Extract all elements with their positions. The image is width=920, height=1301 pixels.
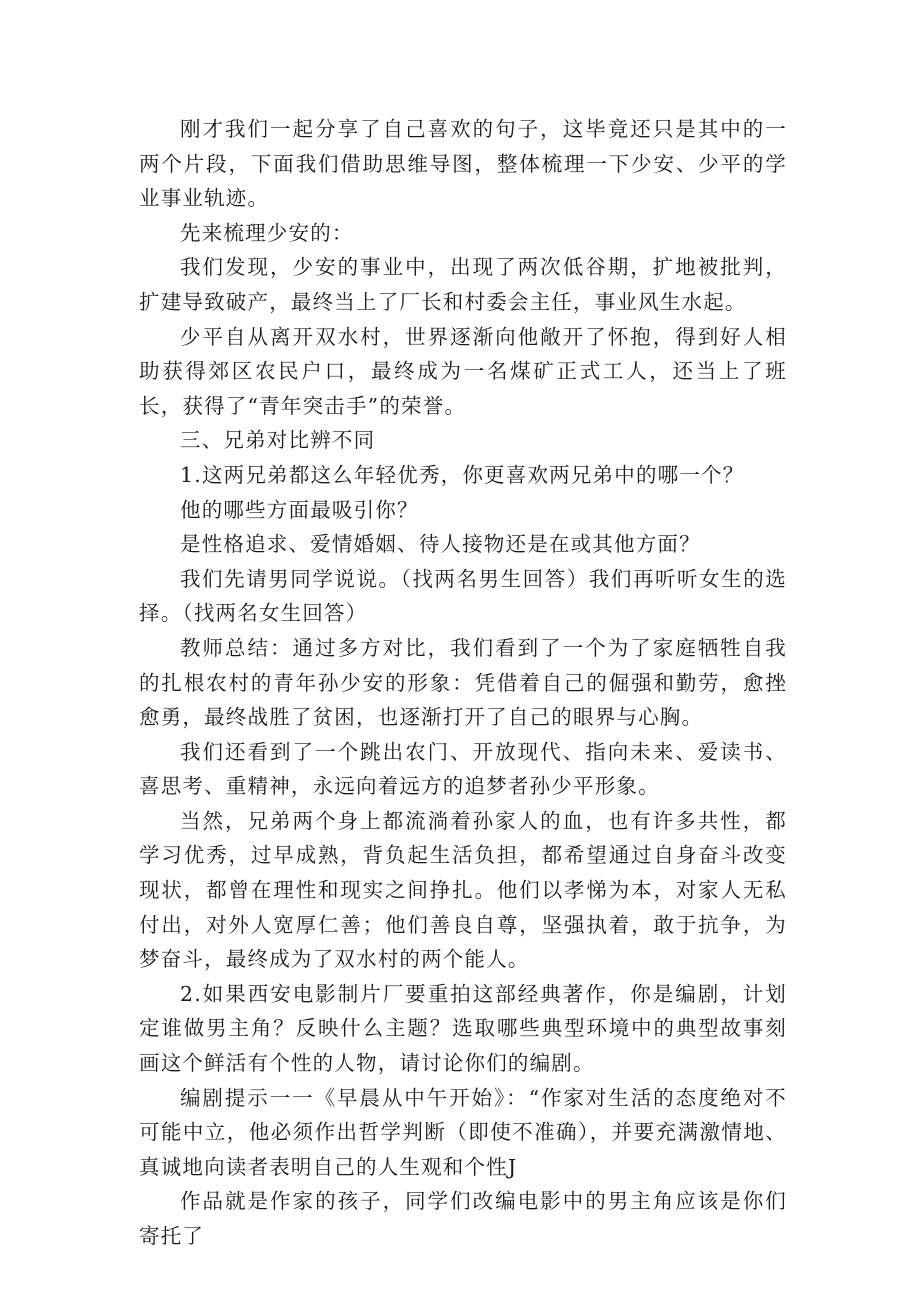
paragraph-intro: 刚才我们一起分享了自己喜欢的句子，这毕竟还只是其中的一两个片段，下面我们借助思维导图，整体梳理一下少安、少平的学业事业轨迹。 [139,117,787,211]
question-1: 1.这两兄弟都这么年轻优秀，你更喜欢两兄弟中的哪一个？ [180,462,745,487]
paragraph-closing: 作品就是作家的孩子，同学们改编电影中的男主角应该是你们寄托了 [139,1189,787,1248]
question-1-followup: 他的哪些方面最吸引你？ [180,497,419,522]
paragraph-screenwriting-hint: 编剧提示一一《早晨从中午开始》：“作家对生活的态度绝对不可能中立，他必须作出哲学判断（即使不准确），并要充满激情地、真诚地向读者表明自己的人生观和个性J [139,1085,787,1179]
paragraph-shaoan-career: 我们发现，少安的事业中，出现了两次低谷期，扩地被批判，扩建导致破产，最终当上了厂长和村委会主任，事业风生水起。 [139,255,787,314]
section-heading-compare: 三、兄弟对比辨不同 [180,428,376,453]
paragraph-shaoping-career: 少平自从离开双水村，世界逐渐向他敞开了怀抱，得到好人相助获得郊区农民户口，最终成为一名煤矿正式工人，还当上了班长，获得了“青年突击手”的荣誉。 [139,324,787,418]
paragraph-student-answers: 我们先请男同学说说。（找两名男生回答）我们再听听女生的选择。（找两名女生回答） [139,566,787,626]
paragraph-common-traits: 当然，兄弟两个身上都流淌着孙家人的血，也有许多共性，都学习优秀，过早成熟，背负起生活负担，都希望通过自身奋斗改变现状，都曾在理性和现实之间挣扎。他们以孝悌为本，对家人无私付出，对外人宽厚仁善；他们善良自尊，坚强执着，敢于抗争，为梦奋斗，最终成为了双水村的两个能人。 [139,808,787,972]
document-body [139,112,787,1254]
paragraph-shaoping-image: 我们还看到了一个跳出农门、开放现代、指向未来、爱读书、喜思考、重精神，永远向着远方的追梦者孙少平形象。 [139,739,787,799]
paragraph-teacher-summary: 教师总结：通过多方对比，我们看到了一个为了家庭牺牲自我的扎根农村的青年孙少安的形象：凭借着自己的倔强和勤劳，愈挫愈勇，最终战胜了贫困，也逐渐打开了自己的眼界与心胸。 [139,635,787,730]
question-1-aspects: 是性格追求、爱情婚姻、待人接物还是在或其他方面？ [180,532,701,557]
paragraph-shaoan-heading: 先来梳理少安的： [180,220,354,245]
question-2: 2.如果西安电影制片厂要重拍这部经典著作，你是编剧，计划定谁做男主角？反映什么主题？选取哪些典型环境中的典型故事刻画这个鲜活有个性的人物，请讨论你们的编剧。 [139,981,787,1076]
